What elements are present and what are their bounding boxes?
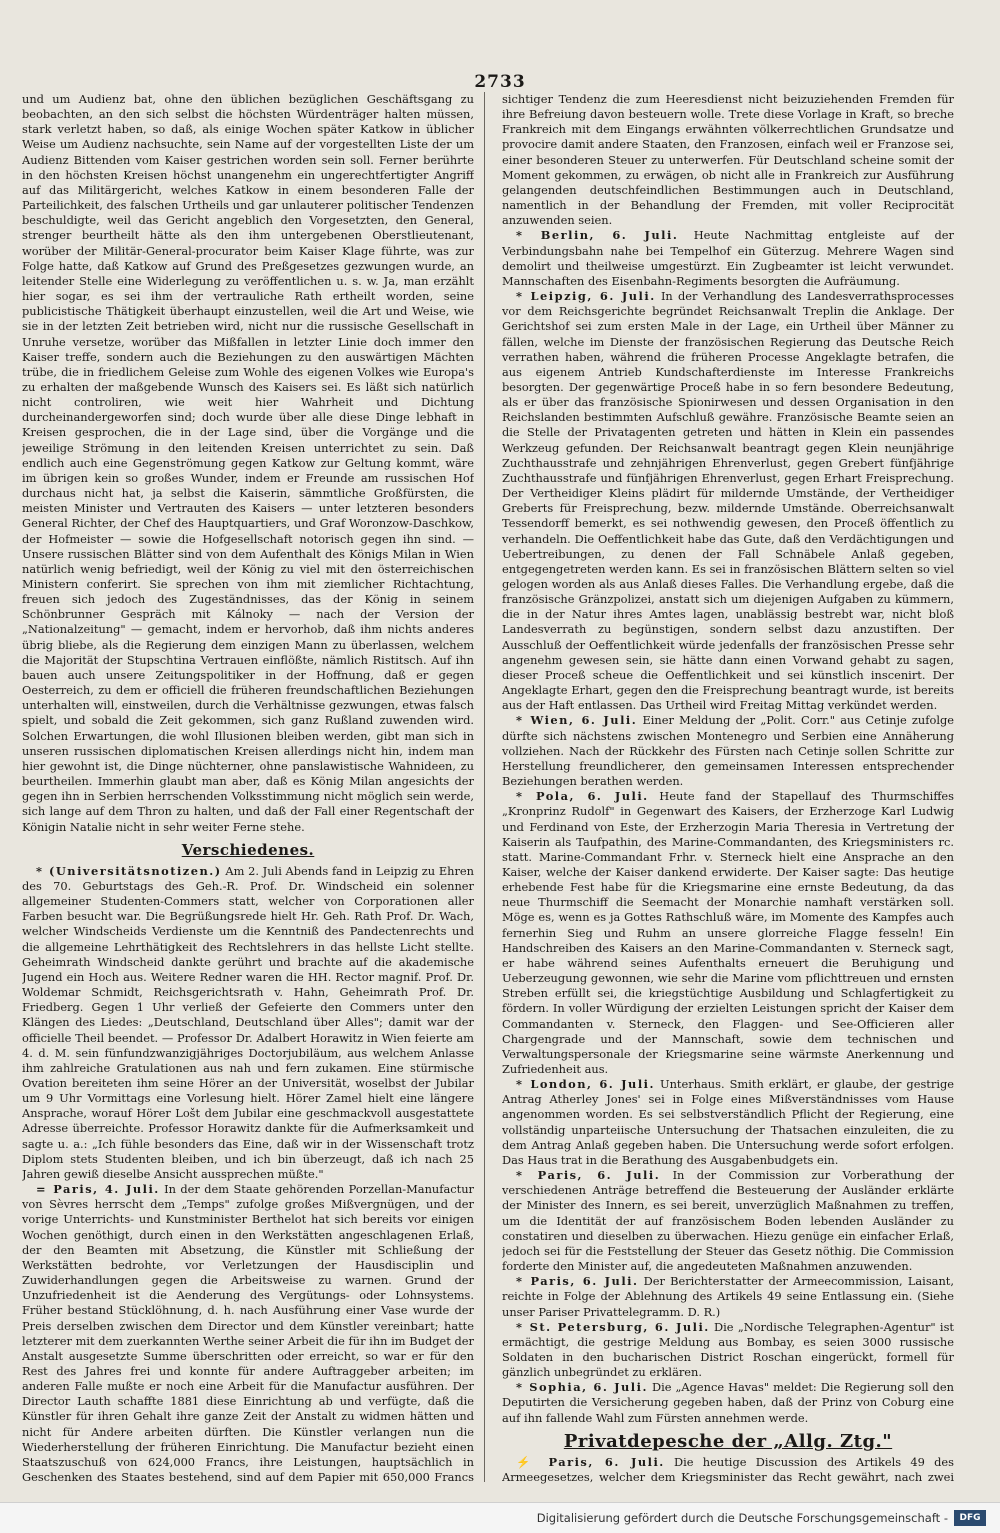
article-berlin-zug [502,228,954,289]
article-paris-armeegesetz [502,1455,954,1487]
article-body: In der dem Staate gehörenden Porzellan-Manufactur von Sèvres herrscht dem „Temps" zufolge großes Mißvergnügen, und der vorige Unterrichts- und Kunstminister Berthelot hat sich bereits vor einigen Wochen genöthigt, durch einen in den Werkstätten angeschlagenen Erlaß, der den Beamten mit Absetzung, die Künstler mit Schließung der Werkstätten bedrohte, vor Verletzungen der Hausdisciplin und Zuwiderhandlungen gegen die Arbeitsweise zu warnen. Grund der Unzufriedenheit ist die Aenderung des Vergütungs- oder Lohnsystems. Früher bestand Stücklöhnung, d. h. nach Ausführung einer Vase wurde der Preis derselben zwischen dem Director und dem Künstler vereinbart; hatte letzterer mit dem zuerkannten Werthe seiner Arbeit die für ihn im Budget der Anstalt ausgesetzte Summe überschritten oder erreicht, so war er für den Rest des Jahres frei und konnte für andere Auftraggeber arbeiten; im anderen Falle mußte er noch eine Arbeit für die Manufactur ausführen. Der Director Lauth schaffte 1881 diese Einrichtung ab und verfügte, daß die Künstler für ihren Gehalt ihre ganze Zeit der Anstalt zu widmen hätten und nicht für Andere arbeiten dürften. Die Künstler verlangen nun die Wiederherstellung der früheren Einrichtung. Die Manufactur bezieht einen Staatszuschuß von 624,000 Francs, ihre Leistungen, hauptsächlich in Geschenken des Staates bestehend, sind auf dem Papier mit 650,000 Francs [22,1182,474,1485]
dateline: * (Universitätsnotizen.) [36,863,222,878]
page-number: 2733 [474,72,526,92]
dateline: = Paris, 4. Juli. [36,1182,160,1197]
funding-credit: Digitalisierung gefördert durch die Deutsche Forschungsgemeinschaft - [536,1511,948,1525]
dateline: ⚡ Paris, 6. Juli. [516,1454,665,1469]
dateline: * Leipzig, 6. Juli. [516,289,656,304]
article-st-petersburg [502,1320,954,1381]
section-heading-privatdepesche: Privatdepesche der „Allg. Ztg." [563,1430,893,1452]
article-leipzig [502,289,954,713]
dateline: * London, 6. Juli. [516,1077,655,1092]
dateline: * Berlin, 6. Juli. [516,228,679,243]
article-pola [502,789,954,1077]
article-body: Einer Meldung der „Polit. Corr." aus Cetinje zufolge dürfte sich nächstens zwischen Montenegro und Serbien eine Annäherung vollziehen. Nach der Rückkehr des Fürsten nach Cetinje sollen Schritte zur Herstellung freundlicherer, den gemeinsamen Interessen entsprechender Beziehungen berathen werden. [502,713,954,789]
article-sophia [502,1380,954,1425]
left-column [22,92,474,1487]
article-london [502,1077,954,1168]
article-paris-commission [502,1168,954,1274]
article-body: Der Berichterstatter der Armeecommission, Laisant, reichte in Folge der Ablehnung des Artikels 49 seine Entlassung ein. (Siehe unser Pariser Privattelegramm. D. R.) [502,1274,954,1319]
continued-article: sichtiger Tendenz die zum Heeresdienst nicht beizuziehenden Fremden für ihre Befreiung davon besteuern wolle. Trete diese Vorlage in Kraft, so breche Frankreich mit dem Eingangs erwähnten völkerrechtlichen Grundsatze und provocire damit andere Staaten, den Franzosen, einfach weil er Franzose sei, einer besonderen Steuer zu unterwerfen. Für Deutschland scheine somit der Moment gekommen, zu erwägen, ob nicht alle in Frankreich zur Ausführung gelangenden deutschfeindlichen Bestimmungen auch in Deutschland, namentlich in der Behandlung der Fremden, mit voller Reciprocität anzuwenden seien. [502,92,954,228]
dateline: * Paris, 6. Juli. [516,1168,661,1183]
article-body: Die „Nordische Telegraphen-Agentur" ist ermächtigt, die gestrige Meldung aus Bombay, es seien 3000 russische Soldaten in den bucharischen District Roschan eingerückt, formell für gänzlich unbegründet zu erklären. [502,1319,954,1380]
column-rule [484,92,485,1482]
article-body: Heute fand der Stapellauf des Thurmschiffes „Kronprinz Rudolf" in Gegenwart des Kaisers, der Erzherzoge Karl Ludwig und Ferdinand von Este, der Erzherzogin Maria Theresia in Vertretung der Kaiserin als Taufpathin, des Marine-Commandanten, des Kriegsministers rc. statt. Marine-Commandant Frhr. v. Sterneck hielt eine Ansprache an den Kaiser, welche der Kaiser dankend erwiderte. Der Kaiser sagte: Das heutige erhebende Fest habe für die Kriegsmarine eine ernste Bedeutung, da das neue Thurmschiff die Seemacht der Monarchie namhaft verstärken soll. Möge es, wenn es ja Gottes Rathschluß wäre, im Momente des Kampfes auch fernerhin Sieg und Ruhm an unsere glorreiche Flagge fesseln! Ein Handschreiben des Kaisers an den Marine-Commandanten v. Sterneck sagt, er habe während seines Aufenthalts erneuert die Beruhigung und Ueberzeugung gewonnen, wie sehr die Marine vom pflichttreuen und ernsten Streben erfüllt sei, die kriegstüchtige Ausbildung und Schlagfertigkeit zu fördern. In voller Würdigung der erzielten Leistungen spricht der Kaiser dem Commandanten v. Sterneck, den Flaggen- und See-Officieren aller Chargengrade und der Mannschaft, sowie dem technischen und Verwaltungspersonale der Kriegsmarine seine wärmste Anerkennung und Zufriedenheit aus. [502,789,954,1076]
article-body: Die „Agence Havas" meldet: Die Regierung soll den Deputirten die Versicherung gegeben haben, daß der Prinz von Coburg eine auf ihn fallende Wahl zum Fürsten annehmen werde. [502,1380,954,1425]
dateline: * Sophia, 6. Juli. [516,1380,648,1395]
article-wien [502,713,954,789]
article-body: Heute Nachmittag entgleiste auf der Verbindungsbahn nahe bei Tempelhof ein Güterzug. Mehrere Wagen sind demolirt und theilweise umgestürzt. Ein Zugbeamter ist leicht verwundet. Mannschaften des Eisenbahn-Regiments besorgten die Aufräumung. [502,228,954,288]
right-column [502,92,954,1487]
article-body: Am 2. Juli Abends fand in Leipzig zu Ehren des 70. Geburtstags des Geh.-R. Prof. Dr. Windscheid ein solenner allgemeiner Studenten-Commers statt, welcher von Corporationen aller Farben besucht war. Die Begrüßungsrede hielt Hr. Geh. Rath Prof. Dr. Wach, welcher Windscheids Verdienste um die Kenntniß des Pandectenrechts und die allgemeine Lehrthätigkeit des Rechtslehrers in das hellste Licht stellte. Geheimrath Windscheid dankte gerührt und brachte auf die akademische Jugend ein Hoch aus. Weitere Redner waren die HH. Rector magnif. Prof. Dr. Woldemar Schmidt, Reichsgerichtsrath v. Hahn, Geheimrath Prof. Dr. Friedberg. Gegen 1 Uhr verließ der Gefeierte den Commers unter den Klängen des Liedes: „Deutschland, Deutschland über Alles"; damit war der officielle Theil beendet. — Professor Dr. Adalbert Horawitz in Wien feierte am 4. d. M. sein fünfundzwanzigjähriges Doctorjubiläum, aus welchem Anlasse ihm zahlreiche Gratulationen aus nah und fern zukamen. Eine stürmische Ovation bereiteten ihm seine Hörer an der Universität, woselbst der Jubilar um 9 Uhr Vormittags eine Vorlesung hielt. Hörer Zamel hielt eine längere Ansprache, worauf Hörer Lošt dem Jubilar eine geschmackvoll ausgestattete Adresse überreichte. Professor Horawitz dankte für die Aufmerksamkeit und sagte u. a.: „Ich fühle besonders das Eine, daß wir in der Wissenschaft trotz Diplom stets Studenten bleiben, und ich bin überzeugt, daß ich nach 25 Jahren gewiß dieselbe Ansicht aussprechen müßte." [22,863,474,1181]
article-universitaetsnotizen [22,864,474,1182]
dateline: * Wien, 6. Juli. [516,713,638,728]
dateline: * Pola, 6. Juli. [516,789,649,804]
article-paris-sevres [22,1182,474,1487]
article-body: In der Verhandlung des Landesverrathsprocesses vor dem Reichsgerichte begründet Reichsanwalt Treplin die Anklage. Der Gerichtshof sei zum ersten Male in der Lage, ein Urtheil über Männer zu fällen, welche im Dienste der französischen Regierung das Deutsche Reich verrathen haben, während die früheren Processe Angeklagte betrafen, die aus eigenem Antrieb Kundschafterdienste im Interesse Frankreichs besorgten. Der gegenwärtige Proceß habe in so fern besondere Bedeutung, als er über das französische Spionirwesen und dessen Organisation in den Reichslanden bestimmten Aufschluß gewähre. Französische Beamte seien an die Stelle der Privatagenten getreten und hätten in Klein ein passendes Werkzeug gefunden. Der Reichsanwalt beantragt gegen Klein neunjährige Zuchthausstrafe und zehnjährigen Ehrenverlust, gegen Grebert fünfjährige Zuchthausstrafe und fünfjährigen Ehrenverlust, gegen Erhart Freisprechung. Der Vertheidiger Kleins plädirt für mildernde Umstände, der Vertheidiger Greberts für Freisprechung, bezw. mildernde Umstände. Oberreichsanwalt Tessendorff bemerkt, es sei nothwendig gewesen, den Proceß öffentlich zu verhandeln. Die Oeffentlichkeit habe das Gute, daß den Verdächtigungen und Uebertreibungen, zu denen der Fall Schnäbele Anlaß gegeben, entgegengetreten werden kann. Es sei in französischen Blättern selten so viel gelogen worden als aus Anlaß dieses Falles. Die Verhandlung ergebe, daß die französische Gränzpolizei, anstatt sich um diejenigen Aufgaben zu kümmern, die in der Natur ihres Amtes lagen, unablässig bestrebt war, nicht bloß Landesverrath zu begünstigen, sondern selbst dazu anzustiften. Der Ausschluß der Oeffentlichkeit würde jedenfalls der französischen Presse sehr angenehm gewesen sein, sie hätte dann einen Vorwand gehabt zu sagen, dieser Proceß scheue die Oeffentlichkeit und sei künstlich inscenirt. Der Angeklagte Erhart, gegen den die Freisprechung beantragt wurde, ist bereits aus der Haft entlassen. Das Urtheil wird Freitag Mittag verkündet werden. [502,289,954,713]
article-body: Die heutige Discussion des Artikels 49 des Armeegesetzes, welcher dem Kriegsminister das Recht gewährt, nach zwei [502,1454,954,1485]
continued-article: und um Audienz bat, ohne den üblichen bezüglichen Geschäftsgang zu beobachten, an den sich selbst die höchsten Würdenträger halten müssen, stark verletzt haben, so daß, als einige Wochen später Katkow in üblicher Weise um Audienz nachsuchte, sein Name auf der vorgestellten Liste der um Audienz Bittenden vom Kaiser gestrichen worden sein soll. Ferner berührte in den höchsten Kreisen höchst unangenehm ein ungerechtfertigter Angriff auf das Militärgericht, welches Katkow in einem besonderen Falle der Parteilichkeit, des falschen Urtheils und gar unlauterer politischer Tendenzen beschuldigte, weil das Gericht angeblich den Vorgesetzten, den General, strenger beurtheilt hätte als den ihm untergebenen Oberstlieutenant, worüber der Militär-General-procurator beim Kaiser Klage führte, was zur Folge hatte, daß Katkow auf Grund des Preßgesetzes gezwungen wurde, an leitender Stelle eine Widerlegung zu veröffentlichen u. s. w. Ja, man erzählt hier sogar, es sei ihm der vertrauliche Rath ertheilt worden, seine publicistische Thätigkeit überhaupt einzustellen, weil die Art und Weise, wie sie in der letzten Zeit betrieben wird, nicht nur die russische Gesellschaft in Unruhe versetze, worüber das Mißfallen in letzter Linie doch immer den Kaiser treffe, sondern auch die Beziehungen zu den auswärtigen Mächten trübe, die in friedlichem Geleise zum Wohle des eigenen Volkes wie Europa's zu erhalten der maßgebende Wunsch des Kaisers sei. Es läßt sich natürlich nicht controliren, wie weit hier Wahrheit und Dichtung durcheinandergeworfen sind; doch wurde über alle diese Dinge lebhaft in Kreisen gesprochen, die in der Lage sind, über die Vorgänge und die jeweilige Strömung in den leitenden Kreisen unterrichtet zu sein. Daß endlich auch eine Gegenströmung gegen Katkow zur Geltung kommt, wäre im übrigen kein so großes Wunder, indem er Freunde am russischen Hof durchaus nicht hat, ja selbst die Kaiserin, sämmtliche Großfürsten, die meisten Minister und Vertrauten des Kaisers — unter letzteren besonders General Richter, der Chef des Hauptquartiers, und Graf Woronzow-Daschkow, der Hofmeister — sowie die Hofgesellschaft notorisch gegen ihn sind. — Unsere russischen Blätter sind von dem Aufenthalt des Königs Milan in Wien natürlich wenig befriedigt, weil der König zu viel mit den österreichischen Ministern conferirt. Sie sprechen von ihm mit ziemlicher Richtachtung, freuen sich jedoch des Zugeständnisses, das der König in seinem Schönbrunner Gespräch mit Kálnoky — nach der Version der „Nationalzeitung" — gemacht, indem er hervorhob, daß ihm nichts anderes übrig bliebe, als die Regierung dem einzigen Mann zu überlassen, welchem die Majorität der Stupschtina Vertrauen einflößte, nämlich Ristitsch. Auf ihn bauen auch unsere Zeitungspolitiker in der Hoffnung, daß er gegen Oesterreich, zu dem er officiell die früheren freundschaftlichen Beziehungen unterhalten will, einstweilen, durch die Verhältnisse gezwungen, etwas falsch spielt, und sobald die Zeit gekommen, sich ganz Rußland zuwenden wird. Solchen Erwartungen, die wohl Illusionen bleiben werden, gibt man sich in unseren russischen diplomatischen Kreisen allerdings nicht hin, indem man hier gewohnt ist, die Dinge nüchterner, ohne panslawistische Wahnideen, zu beurtheilen. Immerhin glaubt man aber, daß es König Milan angesichts der gegen ihn in Serbien herrschenden Volksstimmung nicht möglich sein werde, sich lange auf dem Thron zu halten, und daß der Fall einer Regentschaft der Königin Natalie nicht in sehr weiter Ferne stehe. [22,92,474,834]
footer-bar [0,1502,1000,1533]
dateline: * St. Petersburg, 6. Juli. [516,1319,710,1334]
article-body: Unterhaus. Smith erklärt, er glaube, der gestrige Antrag Atherley Jones' sei in Folge eines Mißverständnisses vom Hause angenommen worden. Es sei selbstverständlich Pflicht der Regierung, eine vollständig unparteiische Untersuchung der Thatsachen einzuleiten, die zu dem Antrag Anlaß gegeben haben. Die Untersuchung werde sofort erfolgen. Das Haus trat in die Berathung des Ausgabenbudgets ein. [502,1077,954,1167]
article-paris-laisant [502,1274,954,1319]
section-heading-verschiedenes: Verschiedenes. [181,840,315,859]
dfg-logo: DFG [954,1510,986,1526]
dateline: * Paris, 6. Juli. [516,1274,639,1289]
article-body: In der Commission zur Vorberathung der verschiedenen Anträge betreffend die Besteuerung der Ausländer erklärte der Minister des Innern, es sei bereit, unverzüglich Maßnahmen zu treffen, um die Identität der auf französischem Boden lebenden Ausländer zu constatiren und dieselben zu überwachen. Hiezu genüge ein einfacher Erlaß, jedoch sei für die Feststellung der Steuer das Gesetz nöthig. Die Commission forderte den Minister auf, die angedeuteten Maßnahmen anzuwenden. [502,1168,954,1274]
